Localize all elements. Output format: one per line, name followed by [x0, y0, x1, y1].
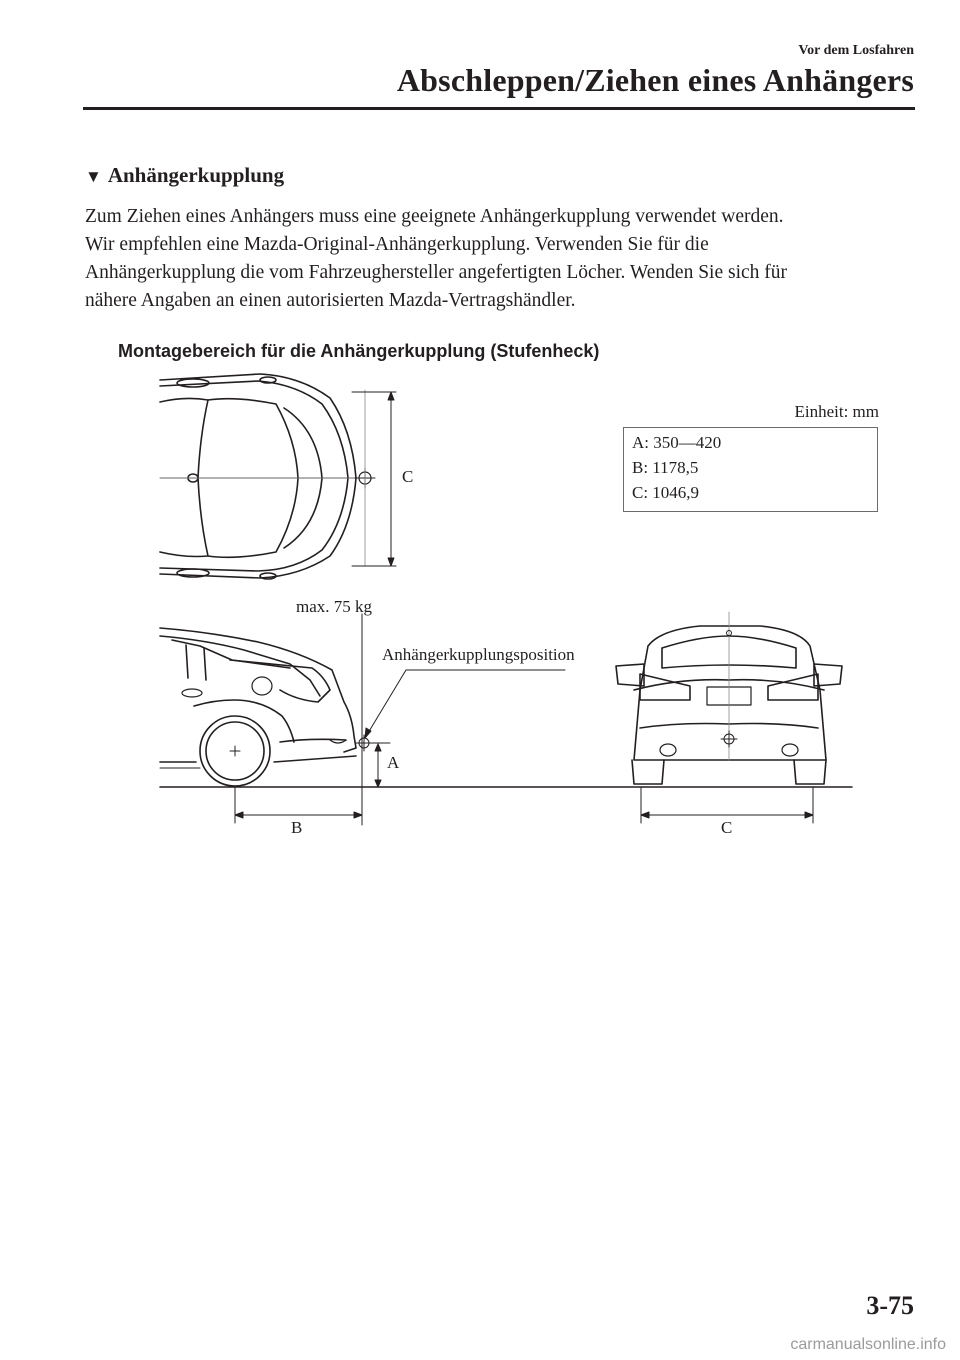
spec-c: C: 1046,9	[632, 483, 700, 502]
label-a: A	[387, 753, 400, 772]
heading-text: Anhängerkupplung	[107, 163, 285, 187]
section-title: Abschleppen/Ziehen eines Anhängers	[396, 62, 914, 98]
triangle-down-icon: ▼	[85, 167, 102, 186]
label-c-top: C	[402, 467, 414, 486]
spec-b: B: 1178,5	[632, 458, 699, 477]
label-hitch-position: Anhängerkupplungsposition	[382, 645, 575, 664]
footer-watermark: carmanualsonline.info	[790, 1336, 946, 1353]
figure-caption: Montagebereich für die Anhängerkupplung (Stufenheck)	[118, 341, 600, 361]
chapter-label: Vor dem Losfahren	[798, 43, 914, 58]
car-rear-view	[616, 612, 842, 784]
label-b: B	[291, 818, 303, 837]
body-line: Anhängerkupplung die vom Fahrzeughersteller angefertigten Löcher. Wenden Sie sich für	[85, 262, 788, 283]
spec-a: A: 350—420	[632, 433, 722, 452]
dimension-a	[375, 744, 381, 787]
body-line: Zum Ziehen eines Anhängers muss eine geeignete Anhängerkupplung verwendet werden.	[85, 206, 784, 227]
label-c-bottom: C	[721, 818, 733, 837]
car-top-view	[160, 374, 375, 579]
page-number: 3-75	[866, 1291, 914, 1320]
car-side-view	[160, 628, 356, 786]
unit-label: Einheit: mm	[794, 402, 879, 421]
spec-box	[623, 427, 878, 512]
body-line: nähere Angaben an einen autorisierten Mazda-Vertragshändler.	[85, 290, 576, 311]
body-line: Wir empfehlen eine Mazda-Original-Anhängerkupplung. Verwenden Sie für die	[85, 234, 709, 255]
label-max-load: max. 75 kg	[296, 597, 373, 616]
